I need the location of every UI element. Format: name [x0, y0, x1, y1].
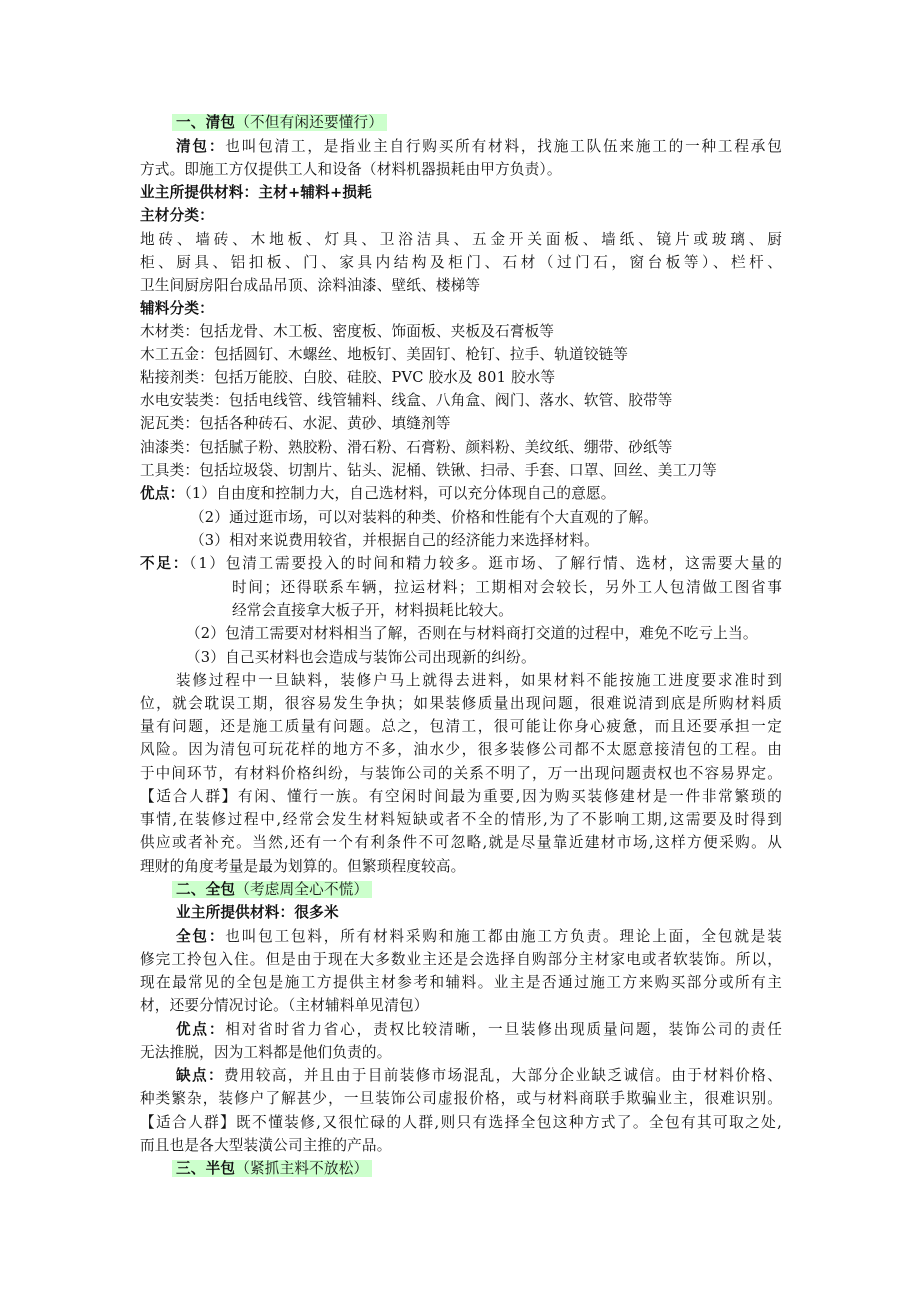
definition-text: 也叫包工包料，所有材料采购和施工都由施工方负责。理论上面，全包就是装 — [225, 928, 782, 945]
provided-materials: 业主所提供材料：很多米 — [176, 904, 339, 921]
aux-item: 木工五金：包括圆钉、木螺丝、地板钉、美固钉、枪钉、拉手、轨道铰链等 — [140, 346, 629, 363]
main-category-text: 地砖、墙砖、木地板、灯具、卫浴洁具、五金开关面板、墙纸、镜片或玻璃、厨 — [140, 231, 782, 248]
suitable-group: 事情,在装修过程中,经常会发生材料短缺或者不全的情形,为了不影响工期,这需要及时得到 — [140, 811, 782, 828]
section-heading-quanbao — [172, 878, 814, 901]
section-heading-banbao — [172, 1157, 814, 1180]
aux-item: 油漆类：包括腻子粉、熟胶粉、滑石粉、石膏粉、颜料粉、美纹纸、绷带、砂纸等 — [140, 439, 673, 456]
body-paragraph: 量有问题，还是施工质量有问题。总之，包清工，很可能让你身心疲惫，而且还要承担一定 — [140, 718, 782, 735]
heading-main: 三、半包 — [176, 1160, 236, 1177]
heading-sub: （不但有闲还要懂行） — [235, 114, 384, 131]
pros-label: 优点： — [176, 1021, 226, 1038]
definition-line: 现在最常见的全包是施工方提供主材参考和辅料。业主是否通过施工方来购买部分或所有主 — [140, 974, 782, 991]
aux-item: 工具类：包括垃圾袋、切割片、钻头、泥桶、铁锹、扫帚、手套、口罩、回丝、美工刀等 — [140, 462, 717, 479]
body-paragraph: 风险。因为清包可玩花样的地方不多，油水少，很多装修公司都不太愿意接清包的工程。由 — [140, 741, 782, 758]
pros-item: （3）相对来说费用较省，并根据自己的经济能力来选择材料。 — [190, 532, 599, 549]
body-paragraph: 位，就会耽误工期，很容易发生争执；如果装修质量出现问题，很难说清到底是所购材料质 — [140, 695, 782, 712]
definition-text: 也叫包清工，是指业主自行购买所有材料，找施工队伍来施工的一种工程承包 — [225, 138, 782, 155]
body-paragraph: 于中间环节，有材料价格纠纷，与装饰公司的关系不明了，万一出现问题责权也不容易界定。 — [140, 765, 782, 782]
cons-line — [140, 552, 782, 575]
pros-line — [176, 1018, 782, 1041]
main-category-label: 主材分类： — [140, 207, 214, 224]
heading-sub: （紧抓主料不放松） — [235, 1160, 369, 1177]
definition-line: 材，还要分情况讨论。（主材辅料单见清包） — [140, 997, 429, 1014]
definition-line — [176, 925, 782, 948]
pros-item: （1）自由度和控制力大，自己选材料，可以充分体现自己的意愿。 — [184, 485, 616, 502]
cons-label: 缺点： — [176, 1067, 224, 1084]
pros-item: 相对省时省力省心，责权比较清晰，一旦装修出现质量问题，装饰公司的责任 — [225, 1021, 782, 1038]
heading-main: 二、全包 — [176, 881, 236, 898]
provided-materials: 业主所提供材料：主材+辅料+损耗 — [140, 184, 372, 201]
cons-item: 种类繁杂，装修户了解甚少，一旦装饰公司虚报价格，或与材料商联手欺骗业主，很难识别。 — [140, 1090, 782, 1107]
aux-item: 泥瓦类：包括各种砖石、水泥、黄砂、填缝剂等 — [140, 415, 451, 432]
section-heading-qingbao — [172, 111, 814, 134]
cons-item: （1）包清工需要投入的时间和精力较多。逛市场、了解行情、选材，这需要大量的 — [189, 555, 782, 572]
aux-item: 木材类：包括龙骨、木工板、密度板、饰面板、夹板及石膏板等 — [140, 323, 555, 340]
cons-item: 时间；还得联系车辆，拉运材料；工期相对会较长，另外工人包清做工图省事 — [232, 579, 782, 596]
suitable-group: 理财的角度考量是最为划算的。但繁琐程度较高。 — [140, 858, 466, 875]
aux-item: 粘接剂类：包括万能胶、白胶、硅胶、PVC 胶水及 801 胶水等 — [140, 369, 556, 386]
definition-line: 方式。即施工方仅提供工人和设备（材料机器损耗由甲方负责）。 — [140, 161, 562, 178]
cons-item: （2）包清工需要对材料相当了解，否则在与材料商打交道的过程中，难免不吃亏上当。 — [186, 625, 758, 642]
definition-label: 全包： — [176, 928, 226, 945]
suitable-group: 而且也是各大型装潢公司主推的产品。 — [140, 1137, 392, 1154]
cons-item: 经常会直接拿大板子开，材料损耗比较大。 — [232, 602, 514, 619]
pros-item: 无法推脱，因为工料都是他们负责的。 — [140, 1044, 392, 1061]
main-category-text: 卫生间厨房阳台成品吊顶、涂料油漆、壁纸、楼梯等 — [140, 277, 481, 294]
definition-line — [176, 135, 782, 158]
cons-item: （3）自己买材料也会造成与装饰公司出现新的纠纷。 — [186, 649, 536, 666]
pros-item: （2）通过逛市场，可以对装料的种类、价格和性能有个大直观的了解。 — [190, 509, 659, 526]
suitable-group: 供应或者补充。当然,还有一个有利条件不可忽略,就是尽量靠近建材市场,这样方便采购。从 — [140, 834, 782, 851]
main-category-text: 柜、厨具、铝扣板、门、家具内结构及柜门、石材（过门石，窗台板等）、栏杆、 — [140, 254, 782, 271]
heading-main: 一、清包 — [176, 114, 236, 131]
cons-item: 费用较高，并且由于目前装修市场混乱，大部分企业缺乏诚信。由于材料价格、 — [223, 1067, 782, 1084]
definition-line: 修完工拎包入住。但是由于现在大多数业主还是会选择自购部分主材家电或者软装饰。所以， — [140, 951, 782, 968]
cons-label: 不足： — [140, 555, 190, 572]
aux-item: 水电安装类：包括电线管、线管辅料、线盒、八角盒、阀门、落水、软管、胶带等 — [140, 392, 673, 409]
pros-label: 优点： — [140, 485, 185, 502]
heading-sub: （考虑周全心不慌） — [235, 881, 369, 898]
cons-line — [176, 1064, 782, 1087]
suitable-group: 【适合人群】有闲、懂行一族。有空闲时间最为重要,因为购买装修建材是一件非常繁琐的 — [140, 788, 782, 805]
aux-category-label: 辅料分类： — [140, 300, 214, 317]
pros-line — [140, 482, 782, 505]
definition-label: 清包： — [176, 138, 226, 155]
suitable-group: 【适合人群】既不懂装修,又很忙碌的人群,则只有选择全包这种方式了。全包有其可取之处, — [140, 1114, 782, 1131]
body-paragraph: 装修过程中一旦缺料，装修户马上就得去进料，如果材料不能按施工进度要求准时到 — [176, 672, 782, 689]
